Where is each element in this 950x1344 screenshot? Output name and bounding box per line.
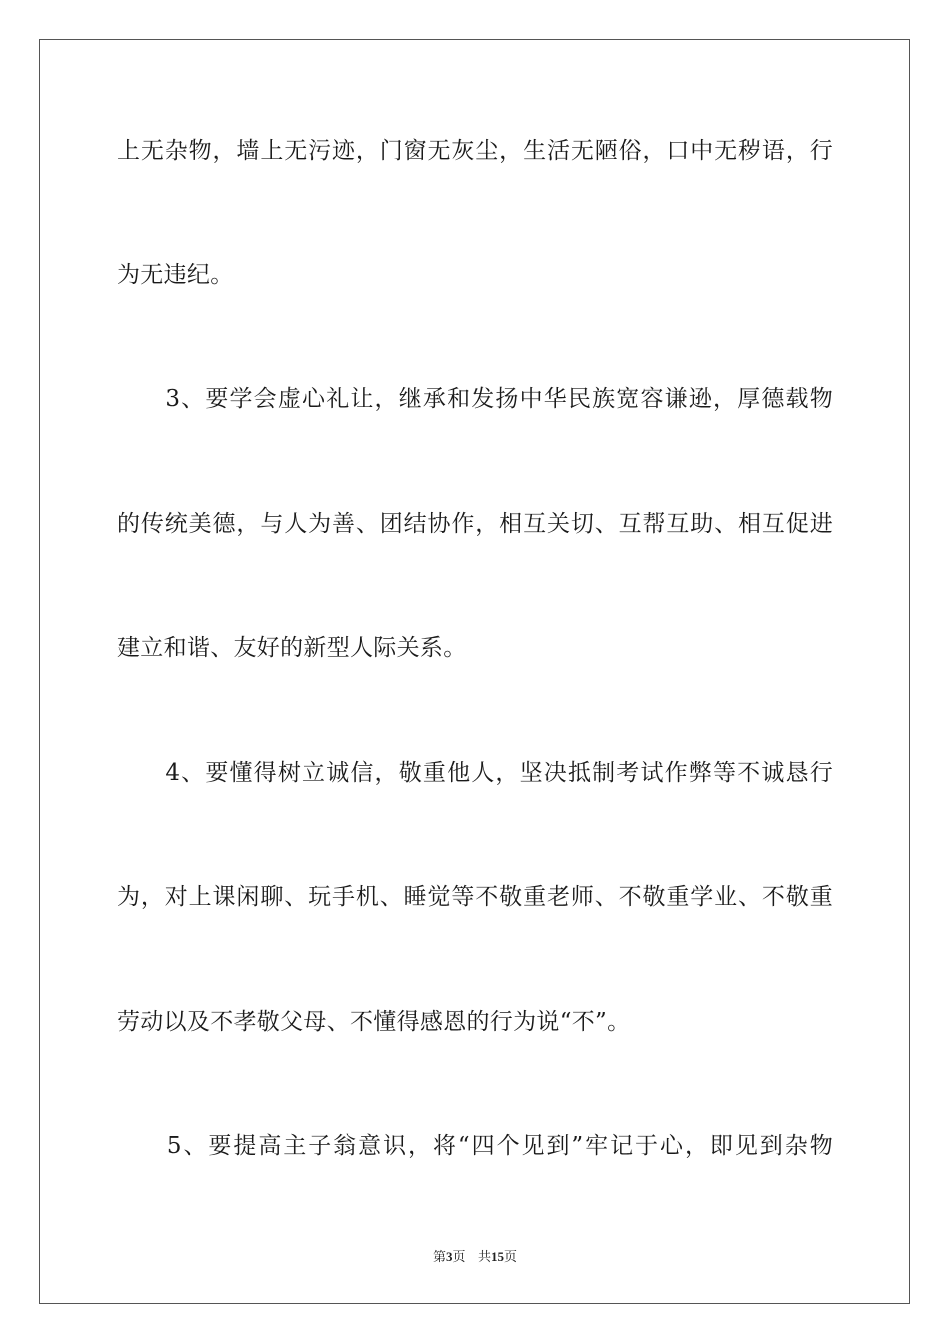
text-line-5: 建立和谐、友好的新型人际关系。 (117, 635, 467, 661)
page-prefix: 第 (433, 1250, 447, 1265)
text-line-3: 3、要学会虚心礼让，继承和发扬中华民族宽容谦逊，厚德载物 (117, 386, 833, 412)
page-unit: 页 (452, 1250, 466, 1265)
text-line-2: 为无违纪。 (117, 262, 234, 288)
page-current: 3 (446, 1249, 453, 1264)
text-line-9: 5、要提高主子翁意识，将“四个见到”牢记于心，即见到杂物 (117, 1133, 833, 1159)
text-line-8: 劳动以及不孝敬父母、不懂得感恩的行为说“不”。 (117, 1009, 631, 1035)
total-prefix: 共 (477, 1250, 491, 1265)
text-line-4: 的传统美德，与人为善、团结协作，相互关切、互帮互助、相互促进 (117, 511, 833, 537)
page-total: 15 (490, 1249, 504, 1264)
text-line-1: 上无杂物，墙上无污迹，门窗无灰尘，生活无陋俗，口中无秽语，行 (117, 138, 833, 164)
text-line-6: 4、要懂得树立诚信，敬重他人，坚决抵制考试作弊等不诚恳行 (117, 760, 833, 786)
total-unit: 页 (503, 1250, 517, 1265)
page-border (39, 39, 910, 1304)
text-line-7: 为，对上课闲聊、玩手机、睡觉等不敬重老师、不敬重学业、不敬重 (117, 884, 833, 910)
page-footer (0, 1248, 950, 1267)
